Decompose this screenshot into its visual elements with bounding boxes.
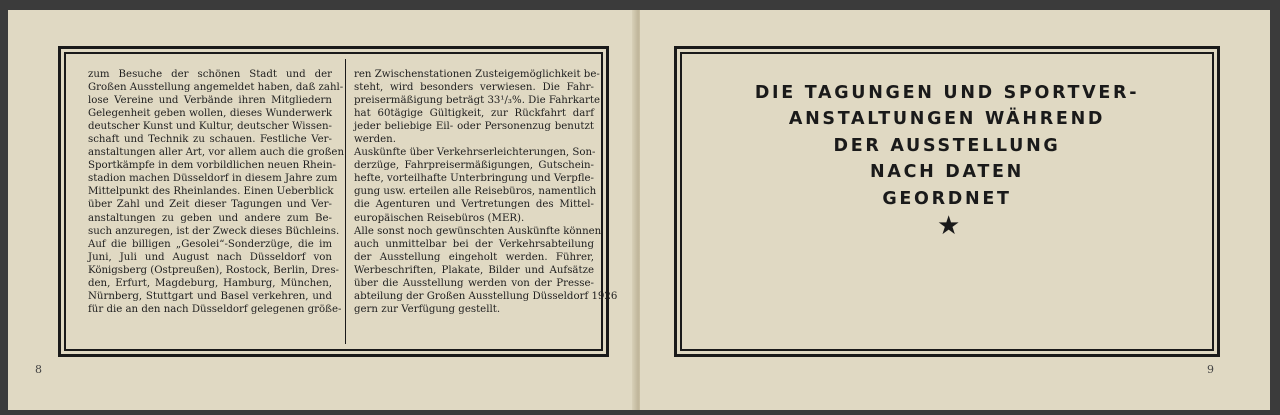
- heading-line: ANSTALTUNGEN WÄHREND: [788, 109, 1106, 130]
- text-line: lose Vereine und Verbände ihren Mitgliedern: [88, 95, 332, 107]
- text-line: deutscher Kunst und Kultur, deutscher Wissen-: [88, 121, 332, 133]
- left-text-frame: [58, 46, 618, 357]
- text-column-2: [354, 68, 618, 316]
- text-line: such anzuregen, ist der Zweck dieses Büchleins.: [88, 225, 340, 237]
- booklet-spread: [8, 10, 1270, 410]
- right-page: [640, 10, 1270, 410]
- text-line: schaft und Technik zu schauen. Festliche Ver-: [88, 134, 332, 146]
- text-line: den, Erfurt, Magdeburg, Hamburg, München,: [88, 277, 332, 289]
- text-line: zum Besuche der schönen Stadt und der: [88, 69, 332, 80]
- heading-line: NACH DATEN: [869, 162, 1025, 183]
- text-line: für die an den nach Düsseldorf gelegenen größe-: [88, 303, 342, 315]
- heading-line: DER AUSSTELLUNG: [833, 135, 1061, 156]
- text-line: Alle sonst noch gewünschten Auskünfte können: [354, 225, 602, 237]
- star-ornament-icon: ★: [937, 211, 961, 241]
- text-line: preisermäßigung beträgt 33¹/₃%. Die Fahrkarte: [354, 95, 600, 107]
- text-line: hat 60tägige Gültigkeit, zur Rückfahrt darf: [354, 108, 594, 120]
- right-title-frame: [674, 46, 1220, 357]
- text-line: Großen Ausstellung angemeldet haben, daß zahl-: [88, 82, 344, 94]
- text-line: Nürnberg, Stuttgart und Basel verkehren, und: [88, 290, 332, 302]
- text-line: Auskünfte über Verkehrserleichterungen, Son-: [354, 147, 596, 159]
- text-line: ren Zwischenstationen Zusteigemöglichkeit be-: [354, 69, 600, 80]
- column-divider: [345, 59, 346, 344]
- text-line: derzüge, Fahrpreisermäßigungen, Gutschein-: [354, 160, 594, 172]
- left-frame-inner-border: [64, 52, 618, 351]
- text-line: über Zahl und Zeit dieser Tagungen und Ver-: [88, 199, 332, 211]
- text-line: die Agenturen und Vertretungen des Mittel-: [354, 199, 594, 211]
- text-line: auch unmittelbar bei der Verkehrsabteilung: [354, 238, 594, 250]
- page-number-right: 9: [1207, 363, 1214, 376]
- left-page: [8, 10, 636, 410]
- text-line: anstaltungen aller Art, vor allem auch die großen: [88, 147, 345, 159]
- text-line: Mittelpunkt des Rheinlandes. Einen Ueberblick: [88, 186, 334, 198]
- text-line: Werbeschriften, Plakate, Bilder und Aufsätze: [354, 264, 594, 276]
- text-line: Königsberg (Ostpreußen), Rostock, Berlin, Dres-: [88, 264, 339, 276]
- text-line: jeder beliebige Eil- oder Personenzug benutzt: [354, 121, 594, 133]
- section-heading: [702, 80, 1192, 212]
- text-line: werden.: [354, 134, 396, 146]
- text-line: der Ausstellung eingeholt werden. Führer,: [354, 251, 594, 263]
- text-line: Gelegenheit geben wollen, dieses Wunderwerk: [88, 108, 332, 120]
- text-line: hefte, vorteilhafte Unterbringung und Verpfle-: [354, 173, 594, 185]
- text-line: steht, wird besonders verwiesen. Die Fahr-: [354, 82, 594, 94]
- text-line: Sportkämpfe in dem vorbildlichen neuen Rhein-: [88, 160, 337, 172]
- text-line: stadion machen Düsseldorf in diesem Jahre zum: [88, 173, 338, 185]
- text-line: europäischen Reisebüros (MER).: [354, 212, 525, 224]
- heading-line: GEORDNET: [882, 188, 1012, 209]
- text-line: gern zur Verfügung gestellt.: [354, 303, 501, 315]
- text-line: abteilung der Großen Ausstellung Düsseldorf 1926: [354, 290, 618, 302]
- text-line: Auf die billigen „Gesolei“-Sonderzüge, die im: [88, 238, 332, 250]
- heading-line: DIE TAGUNGEN UND SPORTVER-: [754, 83, 1140, 103]
- text-line: anstaltungen zu geben und andere zum Be-: [88, 212, 332, 224]
- right-frame-inner-border: [680, 52, 1214, 351]
- text-line: über die Ausstellung werden von der Presse-: [354, 277, 594, 289]
- text-line: gung usw. erteilen alle Reisebüros, namentlich: [354, 186, 597, 198]
- text-line: Juni, Juli und August nach Düsseldorf von: [88, 251, 332, 263]
- page-number-left: 8: [35, 363, 42, 376]
- text-column-1: [88, 68, 345, 316]
